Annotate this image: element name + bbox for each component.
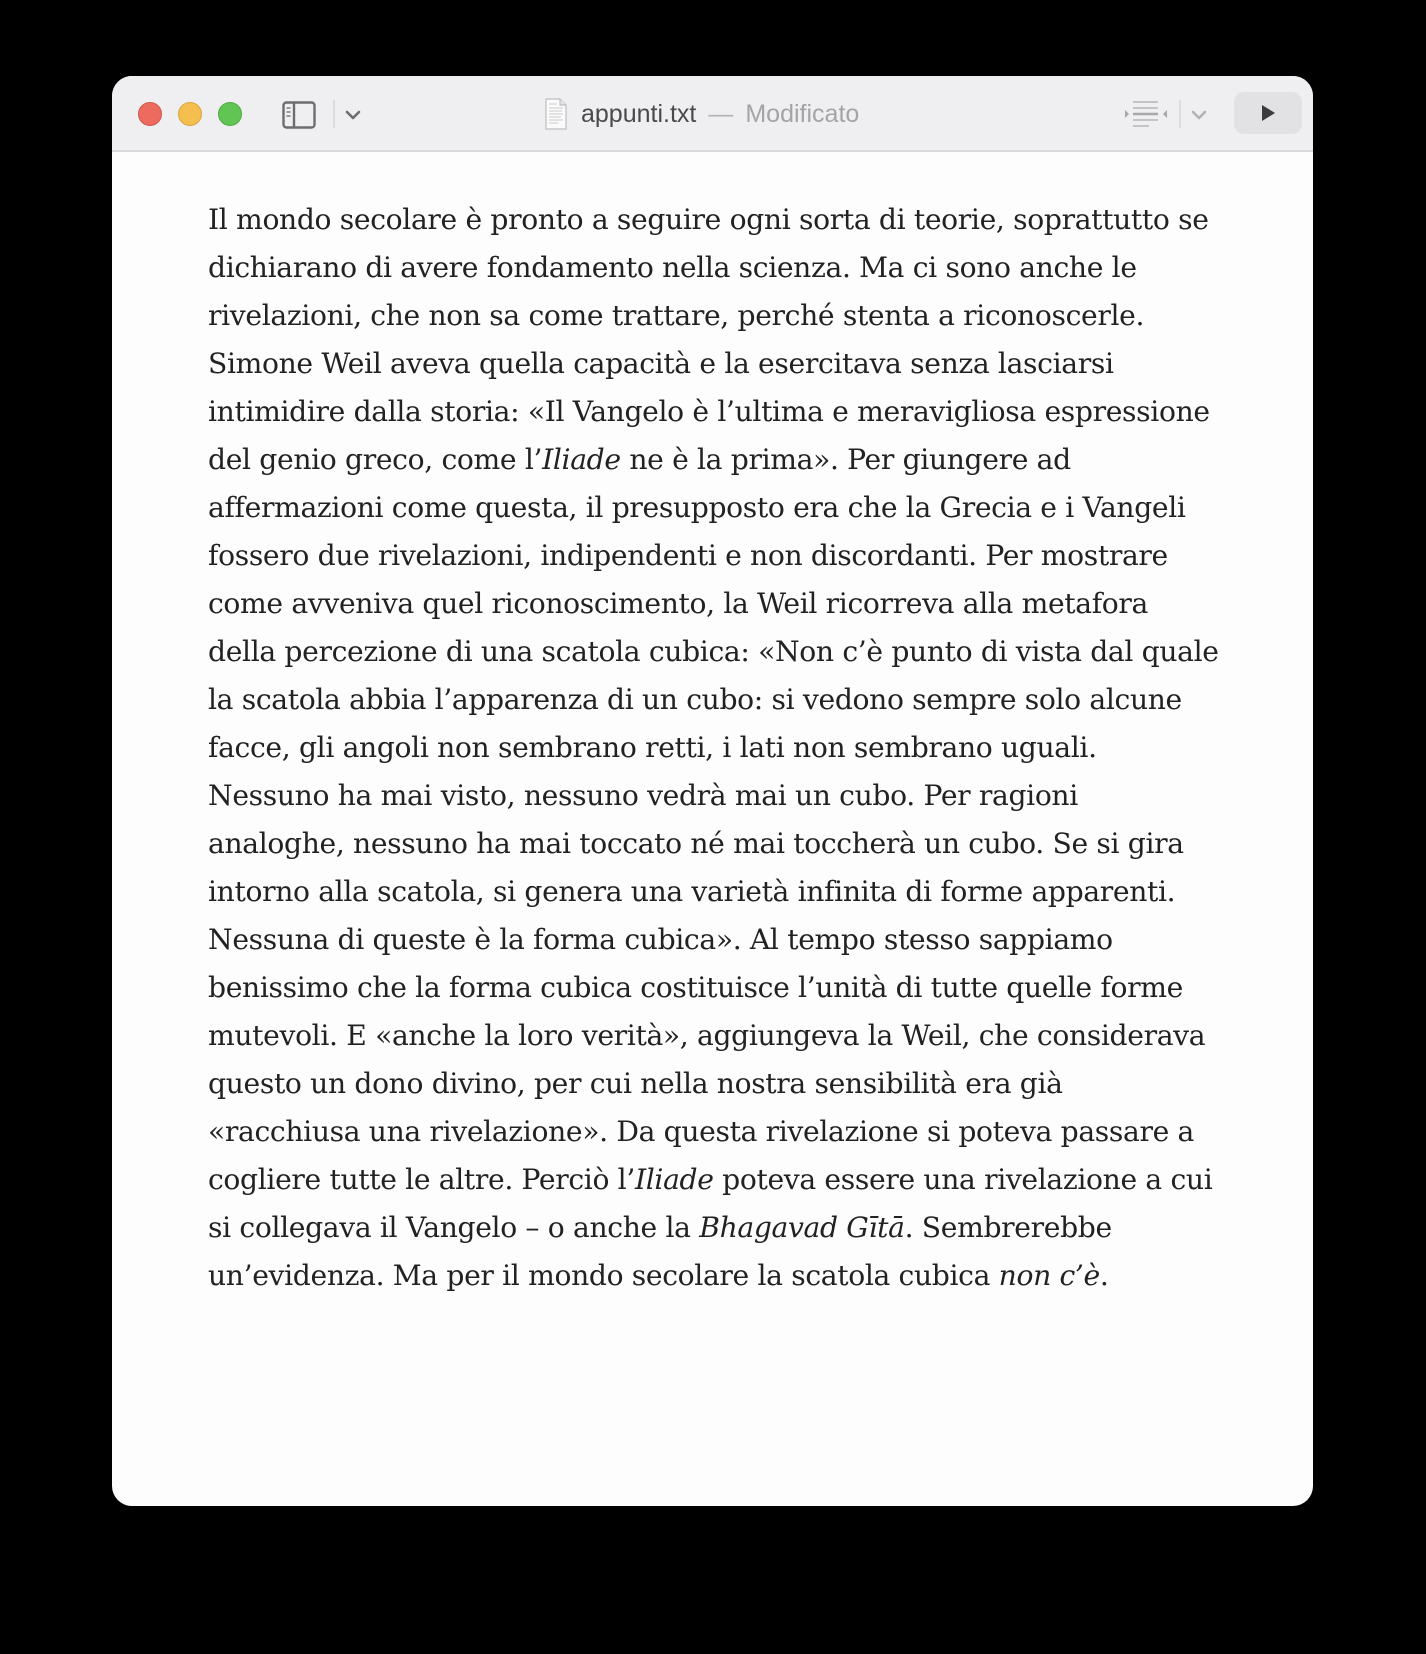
- text-line: [208, 244, 1248, 292]
- text-run: rivelazioni, che non sa come trattare, perché stenta a riconoscerle.: [208, 299, 1145, 332]
- italic-text: Iliade: [634, 1163, 714, 1196]
- window-title: [544, 94, 859, 134]
- text-line: [208, 772, 1248, 820]
- italic-text: non c’è: [998, 1259, 1100, 1292]
- text-align-center-icon: [1124, 99, 1168, 129]
- text-run: analoghe, nessuno ha mai toccato né mai toccherà un cubo. Se si gira: [208, 827, 1184, 860]
- text-run: facce, gli angoli non sembrano retti, i lati non sembrano uguali.: [208, 731, 1097, 764]
- document-status: Modificato: [745, 99, 860, 128]
- text-run: la scatola abbia l’apparenza di un cubo: si vedono sempre solo alcune: [208, 683, 1182, 716]
- minimize-button[interactable]: [178, 102, 202, 126]
- text-run: fossero due rivelazioni, indipendenti e non discordanti. Per mostrare: [208, 539, 1168, 572]
- text-run: dichiarano di avere fondamento nella scienza. Ma ci sono anche le: [208, 251, 1137, 284]
- chevron-down-icon: [1190, 109, 1208, 121]
- text-line: [208, 916, 1248, 964]
- text-line: [208, 676, 1248, 724]
- text-run: intimidire dalla storia: «Il Vangelo è l’ultima e meravigliosa espressione: [208, 395, 1210, 428]
- text-line: [208, 820, 1248, 868]
- document-filename: appunti.txt: [581, 99, 697, 128]
- text-run: Simone Weil aveva quella capacità e la esercitava senza lasciarsi: [208, 347, 1114, 380]
- text-line: [208, 532, 1248, 580]
- text-line: [208, 1204, 1248, 1252]
- text-line: [208, 340, 1248, 388]
- text-line: [208, 1156, 1248, 1204]
- text-line: [208, 436, 1248, 484]
- text-run: un’evidenza. Ma per il mondo secolare la scatola cubica: [208, 1259, 999, 1292]
- text-run: «racchiusa una rivelazione». Da questa rivelazione si poteva passare a: [208, 1115, 1194, 1148]
- text-run: poteva essere una rivelazione a cui: [713, 1163, 1213, 1196]
- text-run: cogliere tutte le altre. Perciò l’: [208, 1163, 635, 1196]
- text-run: intorno alla scatola, si genera una varietà infinita di forme apparenti.: [208, 875, 1176, 908]
- document-icon: [544, 98, 568, 130]
- text-run: affermazioni come questa, il presupposto era che la Grecia e i Vangeli: [208, 491, 1186, 524]
- italic-text: Iliade: [542, 443, 621, 476]
- text-run: Il mondo secolare è pronto a seguire ogni sorta di teorie, soprattutto se: [208, 203, 1209, 236]
- text-line: [208, 1108, 1248, 1156]
- text-run: della percezione di una scatola cubica: «Non c’è punto di vista dal quale: [208, 635, 1219, 668]
- text-run: benissimo che la forma cubica costituisce l’unità di tutte quelle forme: [208, 971, 1183, 1004]
- sidebar-toggle-icon: [282, 101, 316, 129]
- text-line: [208, 868, 1248, 916]
- text-line: [208, 580, 1248, 628]
- text-line: [208, 964, 1248, 1012]
- text-line: [208, 388, 1248, 436]
- text-run: Nessuna di queste è la forma cubica». Al tempo stesso sappiamo: [208, 923, 1113, 956]
- text-run: .: [1099, 1259, 1109, 1292]
- text-run: questo un dono divino, per cui nella nostra sensibilità era già: [208, 1067, 1063, 1100]
- text-run: del genio greco, come l’: [208, 443, 543, 476]
- text-line: [208, 484, 1248, 532]
- title-bar[interactable]: [112, 76, 1313, 152]
- text-run: mutevoli. E «anche la loro verità», aggiungeva la Weil, che considerava: [208, 1019, 1206, 1052]
- text-align-button[interactable]: [1124, 98, 1168, 130]
- toolbar-separator: [333, 100, 335, 128]
- align-menu-button[interactable]: [1186, 102, 1212, 128]
- run-button[interactable]: [1234, 92, 1302, 134]
- text-line: [208, 1060, 1248, 1108]
- text-run: . Sembrerebbe: [904, 1211, 1112, 1244]
- text-run: Nessuno ha mai visto, nessuno vedrà mai un cubo. Per ragioni: [208, 779, 1078, 812]
- close-button[interactable]: [138, 102, 162, 126]
- text-line: [208, 292, 1248, 340]
- zoom-button[interactable]: [218, 102, 242, 126]
- title-separator: —: [708, 99, 734, 128]
- sidebar-menu-button[interactable]: [340, 102, 366, 128]
- italic-text: Bhagavad Gītā: [699, 1211, 905, 1244]
- text-line: [208, 196, 1248, 244]
- text-line: [208, 628, 1248, 676]
- text-run: si collegava il Vangelo – o anche la: [208, 1211, 700, 1244]
- text-run: come avveniva quel riconoscimento, la Weil ricorreva alla metafora: [208, 587, 1149, 620]
- document-text-area[interactable]: [208, 196, 1248, 1300]
- toolbar-separator: [1179, 100, 1181, 128]
- text-run: ne è la prima». Per giungere ad: [620, 443, 1071, 476]
- text-line: [208, 724, 1248, 772]
- chevron-down-icon: [344, 109, 362, 121]
- text-editor-window: [112, 76, 1313, 1506]
- sidebar-toggle-button[interactable]: [282, 100, 316, 130]
- text-line: [208, 1252, 1248, 1300]
- text-line: [208, 1012, 1248, 1060]
- play-icon: [1260, 104, 1276, 122]
